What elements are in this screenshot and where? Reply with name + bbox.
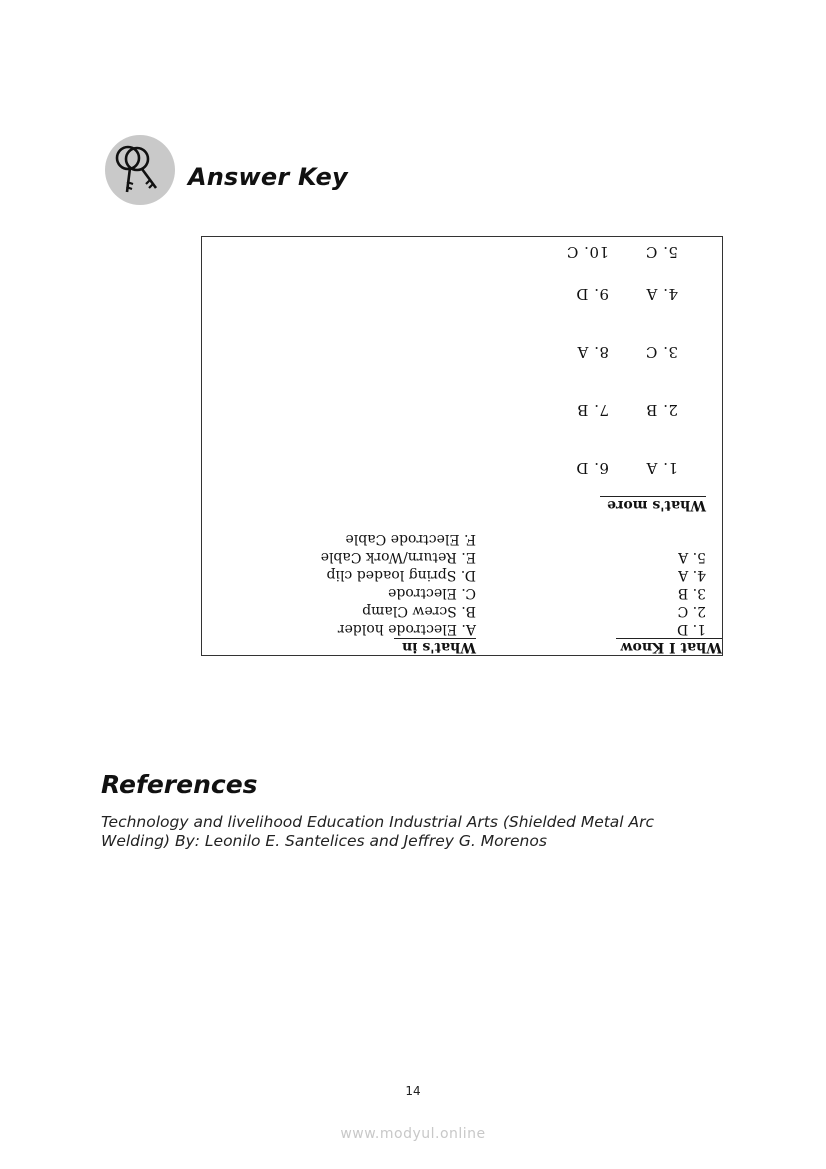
references-text: Technology and livelihood Education Industrial Arts (Shielded Metal Arc Welding) By: Leonilo E. Santelices and Jeffrey G. Morenos xyxy=(101,813,655,850)
answer-key-title: Answer Key xyxy=(188,163,348,191)
list-item: 2. B xyxy=(645,401,678,419)
keys-icon xyxy=(104,134,176,206)
list-item: E. Return/Work Cable xyxy=(320,549,476,565)
list-item: 6. D xyxy=(575,459,609,477)
whats-more-heading: What's more xyxy=(600,496,706,513)
list-item: 10. C xyxy=(566,243,609,261)
list-item: 9. D xyxy=(575,285,609,303)
list-item: 4. A xyxy=(678,567,706,583)
list-item: C. Electrode xyxy=(388,585,476,601)
references-title: References xyxy=(101,770,258,799)
list-item: 5. A xyxy=(678,549,706,565)
list-item: 4. A xyxy=(646,285,678,303)
list-item: 7. B xyxy=(576,401,609,419)
answer-key-box xyxy=(201,236,723,656)
page-number: 14 xyxy=(405,1084,421,1098)
what-i-know-heading: What I Know xyxy=(616,638,722,655)
list-item: B. Screw Clamp xyxy=(362,603,476,619)
list-item: A. Electrode holder xyxy=(337,621,476,637)
list-item: 2. C xyxy=(677,603,706,619)
list-item: 8. A xyxy=(577,343,609,361)
list-item: 5. C xyxy=(645,243,678,261)
list-item: F. Electrode Cable xyxy=(345,531,476,547)
whats-in-heading: What's in xyxy=(394,638,476,655)
list-item: 1. D xyxy=(676,621,706,637)
list-item: 3. B xyxy=(677,585,706,601)
watermark: www.modyul.online xyxy=(340,1126,486,1142)
list-item: 3. C xyxy=(645,343,678,361)
list-item: 1. A xyxy=(646,459,678,477)
answer-key-content xyxy=(202,237,722,655)
list-item: D. Spring loaded clip xyxy=(326,567,476,583)
